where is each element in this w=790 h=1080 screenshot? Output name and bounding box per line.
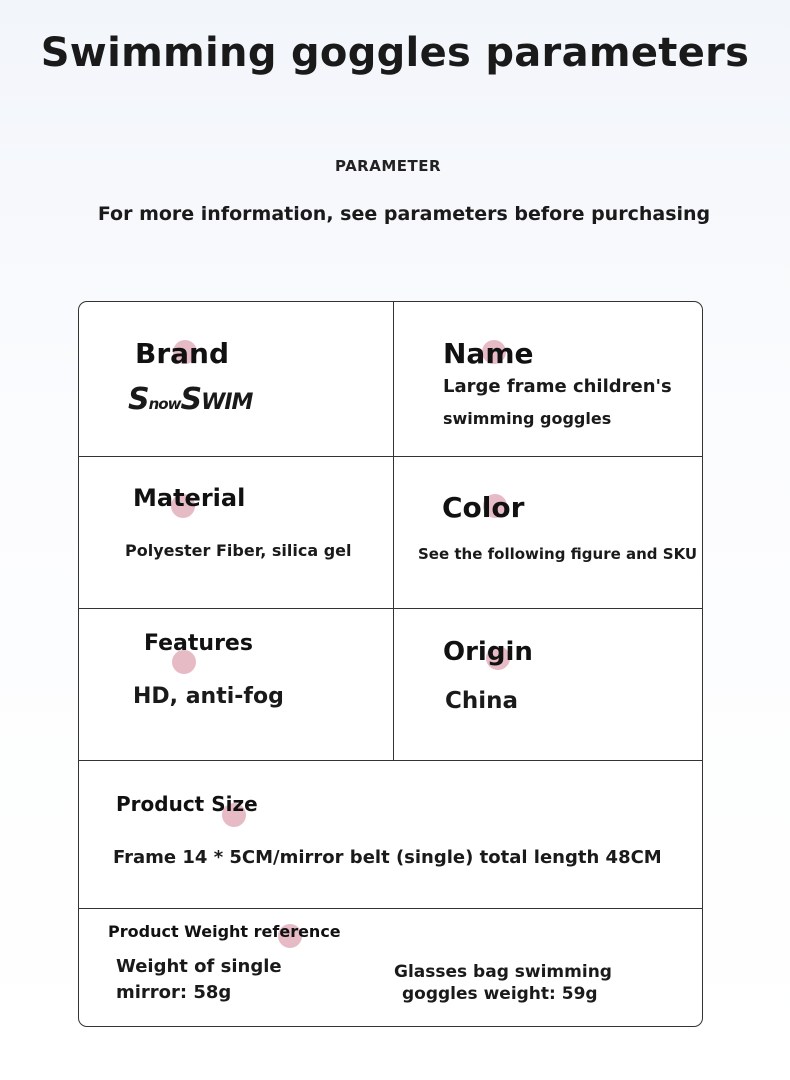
bag-weight-line2: goggles weight: 59g: [402, 984, 598, 1004]
single-mirror-weight-line1: Weight of single: [116, 956, 282, 977]
product-size-label: Product Size: [116, 792, 258, 816]
row-divider: [78, 456, 703, 457]
page-title: Swimming goggles parameters: [40, 30, 750, 76]
origin-label: Origin: [443, 637, 533, 667]
bag-weight-line1: Glasses bag swimming: [394, 962, 612, 982]
material-value: Polyester Fiber, silica gel: [125, 541, 352, 560]
product-weight-label: Product Weight reference: [108, 922, 341, 941]
origin-value: China: [445, 688, 519, 714]
page-subtitle: For more information, see parameters before purchasing: [97, 203, 711, 225]
brand-label: Brand: [135, 337, 230, 370]
brand-logo: SnowSWIM: [128, 382, 253, 417]
section-label: PARAMETER: [334, 157, 442, 175]
name-label: Name: [443, 337, 534, 370]
color-label: Color: [442, 491, 525, 524]
name-value-line1: Large frame children's: [443, 376, 672, 397]
name-value-line2: swimming goggles: [443, 409, 612, 428]
row-divider: [78, 608, 703, 609]
row-divider: [78, 908, 703, 909]
features-value: HD, anti-fog: [133, 684, 284, 709]
row-divider: [78, 760, 703, 761]
material-label: Material: [133, 484, 246, 512]
single-mirror-weight-line2: mirror: 58g: [116, 982, 232, 1003]
column-divider: [393, 302, 394, 760]
features-label: Features: [144, 631, 253, 656]
color-value: See the following figure and SKU: [418, 545, 698, 563]
product-size-value: Frame 14 * 5CM/mirror belt (single) total length 48CM: [113, 847, 662, 868]
